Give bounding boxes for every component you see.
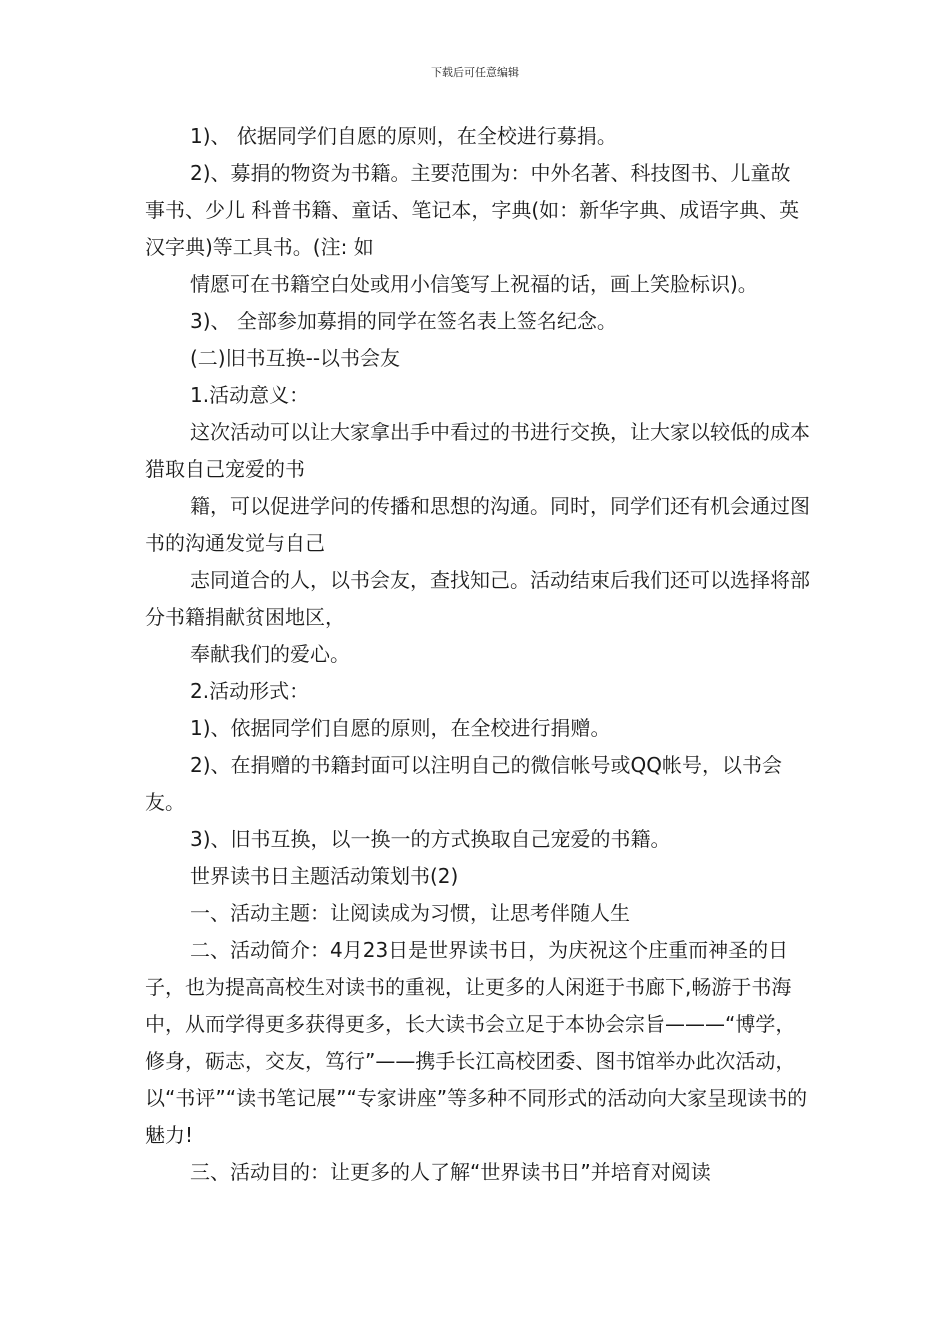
- paragraph: 这次活动可以让大家拿出手中看过的书进行交换，让大家以较低的成本猎取自己宠爱的书: [145, 420, 810, 481]
- paragraph: 志同道合的人，以书会友，查找知己。活动结束后我们还可以选择将部分书籍捐献贫困地区，: [145, 568, 810, 629]
- paragraph: 1)、 依据同学们自愿的原则，在全校进行募捐。: [190, 124, 617, 148]
- paragraph: 二、活动简介：4月23日是世界读书日，为庆祝这个庄重而神圣的日子，也为提高高校生对读书的重视，让更多的人闲逛于书廊下,畅游于书海中，从而学得更多获得更多，长大读书会立足于本协会宗旨———“博学，修身，砺志，交友，笃行”——携手长江高校团委、图书馆举办此次活动，以“书评”“读书笔记展”“专家讲座”等多种不同形式的活动向大家呈现读书的魅力!: [145, 938, 808, 1147]
- paragraph: 3)、旧书互换，以一换一的方式换取自己宠爱的书籍。: [190, 827, 671, 851]
- paragraph: 2)、募捐的物资为书籍。主要范围为：中外名著、科技图书、儿童故事书、少儿 科普书籍、童话、笔记本，字典(如：新华字典、成语字典、英汉字典)等工具书。(注: 如: [145, 161, 800, 259]
- paragraph: 3)、 全部参加募捐的同学在签名表上签名纪念。: [190, 309, 617, 333]
- paragraph: 籍，可以促进学问的传播和思想的沟通。同时，同学们还有机会通过图书的沟通发觉与自己: [145, 494, 810, 555]
- paragraph: 情愿可在书籍空白处或用小信笺写上祝福的话，画上笑脸标识)。: [190, 272, 758, 296]
- document-body: [145, 118, 810, 1191]
- paragraph: 奉献我们的爱心。: [190, 642, 350, 666]
- subsection-heading: 1.活动意义：: [190, 383, 310, 407]
- paragraph: 1)、依据同学们自愿的原则，在全校进行捐赠。: [190, 716, 611, 740]
- subsection-heading: 2.活动形式：: [190, 679, 310, 703]
- section-heading: (二)旧书互换--以书会友: [190, 346, 401, 370]
- paragraph: 三、活动目的：让更多的人了解“世界读书日”并培育对阅读: [190, 1160, 711, 1184]
- document-title: 世界读书日主题活动策划书(2): [190, 864, 459, 888]
- page-header: 下载后可任意编辑: [431, 66, 519, 79]
- paragraph: 2)、在捐赠的书籍封面可以注明自己的微信帐号或QQ帐号，以书会友。: [145, 753, 783, 814]
- paragraph: 一、活动主题：让阅读成为习惯，让思考伴随人生: [190, 901, 630, 925]
